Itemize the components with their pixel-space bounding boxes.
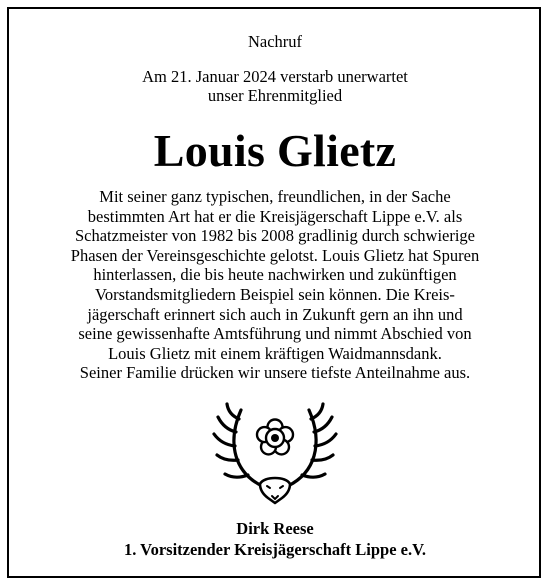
tribute-line: Mit seiner ganz typischen, freundlichen, in der Sache — [99, 187, 451, 206]
deceased-name: Louis Glietz — [153, 125, 397, 176]
stag-antlers-with-rose-icon — [210, 400, 340, 505]
tribute-text — [0, 187, 550, 383]
tribute-line: hinterlassen, die bis heute nachwirken und zukünftigen — [93, 265, 457, 285]
signature — [0, 519, 550, 560]
tribute-line: bestimmten Art hat er die Kreisjägerschaft Lippe e.V. als — [87, 206, 463, 226]
intro-line: unser Ehrenmitglied — [207, 86, 343, 105]
tribute-line: Phasen der Vereinsgeschichte gelotst. Louis Glietz hat Spuren — [70, 245, 480, 265]
tribute-line: Louis Glietz mit einem kräftigen Waidmannsdank. — [108, 343, 442, 363]
notice-heading: Nachruf — [247, 32, 303, 51]
tribute-line: Seiner Familie drücken wir unsere tiefste Anteilnahme aus. — [79, 363, 471, 383]
intro-text — [0, 67, 550, 105]
tribute-line: jägerschaft erinnert sich auch in Zukunft gern an ihn und — [87, 304, 463, 324]
intro-line: Am 21. Januar 2024 verstarb unerwartet — [142, 67, 408, 86]
signatory-title: 1. Vorsitzender Kreisjägerschaft Lippe e.V. — [123, 539, 427, 559]
tribute-line: Schatzmeister von 1982 bis 2008 gradlinig durch schwierige — [74, 226, 476, 246]
tribute-line: seine gewissenhafte Amtsführung und nimmt Abschied von — [78, 324, 472, 344]
tribute-line: Vorstandsmitgliedern Beispiel sein können. Die Kreis- — [95, 284, 455, 304]
signatory-name: Dirk Reese — [236, 519, 314, 538]
